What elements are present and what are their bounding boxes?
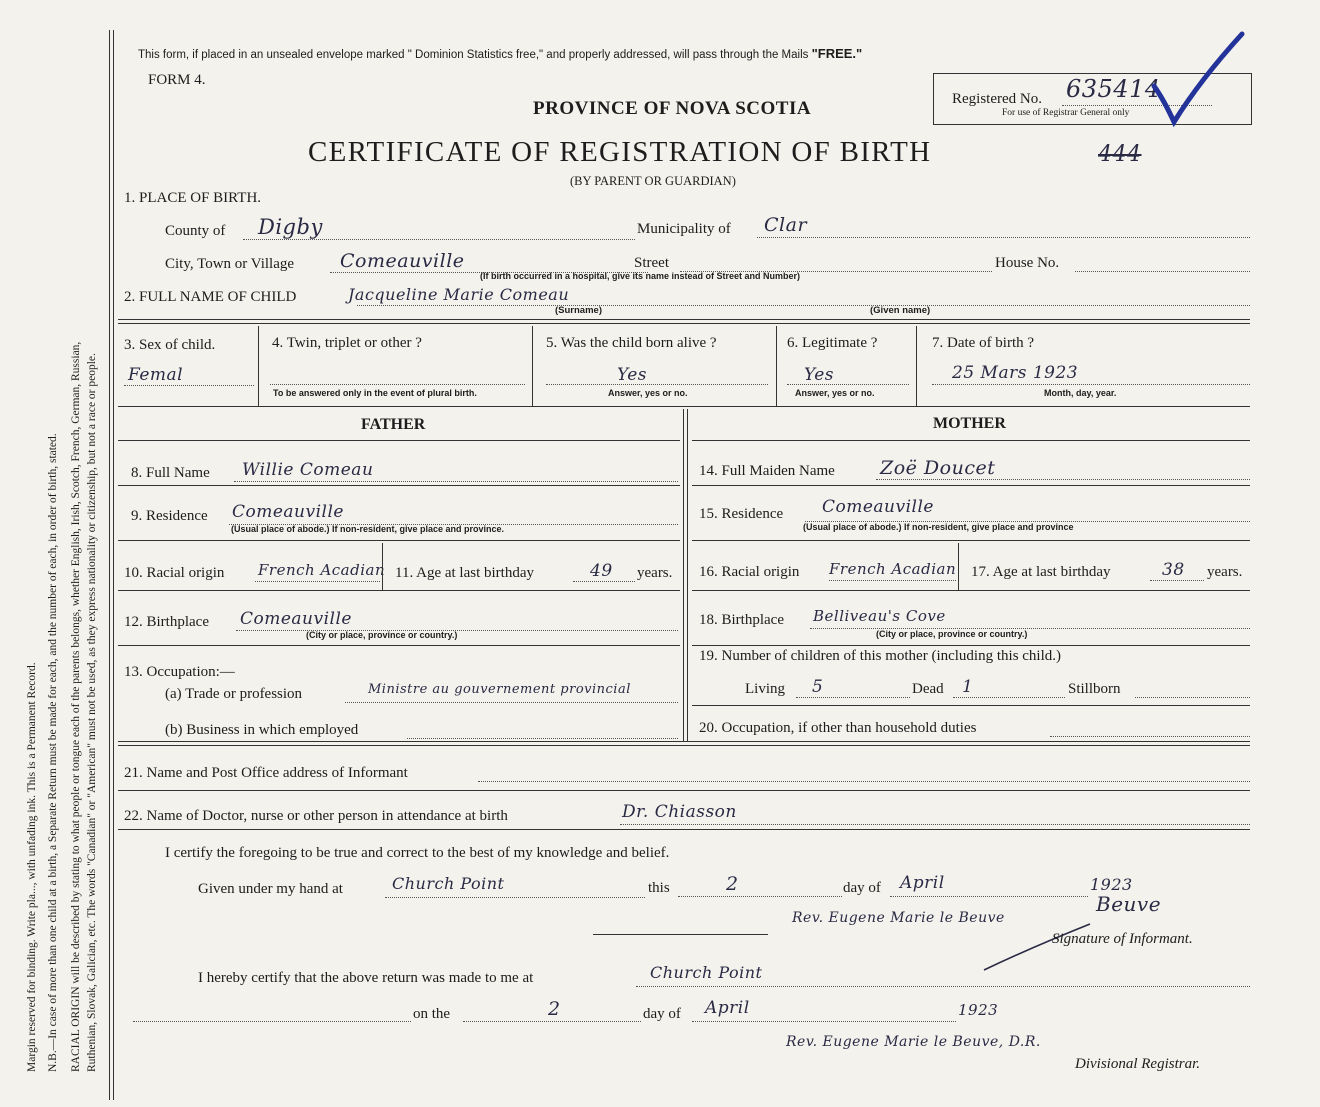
signature-flourish-icon	[980, 918, 1100, 978]
living-label: Living	[745, 681, 785, 697]
informant-signature: Rev. Eugene Marie le Beuve	[792, 910, 1005, 926]
mother-heading: MOTHER	[933, 415, 1006, 432]
living-value: 5	[812, 677, 824, 697]
given-year-value: 1923	[1090, 875, 1133, 894]
postal-note: This form, if placed in an unsealed envelope marked " Dominion Statistics free," and properly addressed, will pass through the Mails "FREE."	[138, 46, 863, 61]
margin-note-racial-origin: RACIAL ORIGIN will be described by stating to what people or tongue each of the parents belongs, whether English, Irish, Scotch, French, German, Russian,	[70, 341, 82, 1072]
sex-value: Femal	[128, 365, 184, 385]
legitimate-note: Answer, yes or no.	[795, 388, 875, 398]
father-residence-note: (Usual place of abode.) If non-resident, give place and province.	[231, 524, 505, 534]
on-year-value: 1923	[958, 1001, 999, 1019]
legitimate-value: Yes	[804, 365, 835, 385]
born-alive-value: Yes	[617, 365, 648, 385]
registrar-signature: Rev. Eugene Marie le Beuve, D.R.	[786, 1034, 1041, 1050]
father-age-label: 11. Age at last birthday	[395, 565, 534, 581]
margin-note-racial-origin-cont: Ruthenian, Slovak, Galician, etc. The words "Canadian" or "American" must not be used, as they express nationality or citizenship, but not a race or people.	[86, 353, 98, 1072]
trade-value: Ministre au gouvernement provincial	[368, 682, 631, 697]
mother-residence-value: Comeauville	[822, 497, 934, 517]
city-value: Comeauville	[340, 250, 465, 272]
twin-note: To be answered only in the event of plural birth.	[273, 388, 477, 398]
hereby-certify-label: I hereby certify that the above return was made to me at	[198, 970, 534, 986]
given-day-value: 2	[726, 873, 739, 895]
father-birthplace-label: 12. Birthplace	[124, 614, 209, 630]
father-birthplace-note: (City or place, province or country.)	[306, 630, 458, 640]
on-day-value: 2	[548, 998, 561, 1020]
born-alive-note: Answer, yes or no.	[608, 388, 688, 398]
hospital-note: (If birth occurred in a hospital, give its name instead of Street and Number)	[480, 271, 801, 281]
mother-birthplace-label: 18. Birthplace	[699, 612, 784, 628]
certificate-title: CERTIFICATE OF REGISTRATION OF BIRTH	[308, 136, 932, 168]
mother-age-label: 17. Age at last birthday	[971, 564, 1111, 580]
hereby-place-value: Church Point	[650, 963, 763, 982]
date-of-birth-value: 25 Mars 1923	[952, 363, 1079, 383]
margin-rule	[113, 30, 114, 1100]
margin-note-multiple-births: N.B.—In case of more than one child at a birth, a Separate Return must be made for each, and the number of each, in order of birth, stated.	[47, 433, 59, 1072]
title-number: 444	[1098, 142, 1142, 167]
municipality-value: Clar	[764, 214, 808, 236]
doctor-value: Dr. Chiasson	[622, 802, 737, 822]
day-of-label: day of	[843, 880, 881, 896]
legitimate-label: 6. Legitimate ?	[787, 335, 878, 351]
father-racial-origin-label: 10. Racial origin	[124, 565, 225, 581]
father-occupation-label: 13. Occupation:—	[124, 664, 235, 680]
mother-name-label: 14. Full Maiden Name	[699, 463, 835, 479]
father-birthplace-value: Comeauville	[240, 609, 352, 629]
date-of-birth-label: 7. Date of birth ?	[932, 335, 1035, 351]
place-of-birth-heading: 1. PLACE OF BIRTH.	[124, 190, 262, 206]
born-alive-label: 5. Was the child born alive ?	[546, 335, 717, 351]
father-age-value: 49	[590, 561, 613, 581]
mother-residence-label: 15. Residence	[699, 506, 784, 522]
father-years-label: years.	[637, 565, 673, 581]
certify-statement: I certify the foregoing to be true and correct to the best of my knowledge and belief.	[165, 845, 670, 861]
mother-name-value: Zoë Doucet	[880, 457, 996, 479]
municipality-label: Municipality of	[637, 221, 731, 237]
stillborn-label: Stillborn	[1068, 681, 1121, 697]
mother-age-value: 38	[1162, 560, 1185, 580]
given-name-note: (Given name)	[870, 305, 931, 316]
county-value: Digby	[258, 215, 323, 239]
mother-racial-origin-label: 16. Racial origin	[699, 564, 800, 580]
registrar-use-note: For use of Registrar General only	[1002, 108, 1130, 118]
father-heading: FATHER	[361, 416, 426, 433]
on-the-label: on the	[413, 1006, 451, 1022]
mother-residence-note: (Usual place of abode.) If non-resident, give place and province	[803, 522, 1074, 532]
doctor-label: 22. Name of Doctor, nurse or other person in attendance at birth	[124, 808, 508, 824]
full-name-label: 2. FULL NAME OF CHILD	[124, 289, 297, 305]
informant-label: 21. Name and Post Office address of Informant	[124, 765, 408, 781]
province-heading: PROVINCE OF NOVA SCOTIA	[533, 98, 812, 119]
certificate-subtitle: (BY PARENT OR GUARDIAN)	[570, 174, 736, 188]
divisional-registrar-label: Divisional Registrar.	[1075, 1056, 1201, 1072]
county-label: County of	[165, 223, 226, 239]
children-count-label: 19. Number of children of this mother (including this child.)	[699, 648, 1062, 664]
given-place-value: Church Point	[392, 874, 505, 893]
dead-value: 1	[962, 677, 974, 697]
informant-signature-label: Signature of Informant.	[1052, 931, 1193, 947]
business-label: (b) Business in which employed	[165, 722, 359, 738]
surname-note: (Surname)	[555, 305, 602, 316]
form-number: FORM 4.	[148, 72, 206, 88]
city-label: City, Town or Village	[165, 256, 295, 272]
given-month-value: April	[900, 873, 945, 893]
mother-occupation-label: 20. Occupation, if other than household duties	[699, 720, 977, 736]
date-of-birth-note: Month, day, year.	[1044, 388, 1117, 398]
mother-birthplace-value: Belliveau's Cove	[813, 607, 946, 625]
full-name-value: Jacqueline Marie Comeau	[348, 285, 570, 304]
on-month-value: April	[705, 998, 750, 1018]
margin-rule	[109, 30, 110, 1100]
given-under-label: Given under my hand at	[198, 881, 343, 897]
father-name-value: Willie Comeau	[242, 460, 374, 480]
dead-label: Dead	[912, 681, 944, 697]
on-day-of-label: day of	[643, 1006, 681, 1022]
informant-signature-extra: Beuve	[1096, 892, 1162, 916]
margin-note-binding: Margin reserved for binding. Write pla..., with unfading ink. This is a Permanent Record.	[26, 662, 38, 1072]
check-mark-icon	[1150, 30, 1250, 130]
mother-racial-origin-value: French Acadian	[829, 560, 957, 578]
father-residence-value: Comeauville	[232, 502, 344, 522]
twin-label: 4. Twin, triplet or other ?	[272, 335, 422, 351]
this-label: this	[648, 880, 670, 896]
mother-birthplace-note: (City or place, province or country.)	[876, 629, 1028, 639]
street-label: Street	[634, 255, 669, 271]
registered-number: 635414	[1066, 75, 1161, 103]
registered-label: Registered No.	[952, 91, 1042, 107]
house-number-label: House No.	[995, 255, 1060, 271]
trade-label: (a) Trade or profession	[165, 686, 303, 702]
father-residence-label: 9. Residence	[131, 508, 208, 524]
father-name-label: 8. Full Name	[131, 465, 210, 481]
mother-years-label: years.	[1207, 564, 1243, 580]
sex-label: 3. Sex of child.	[124, 337, 216, 353]
father-racial-origin-value: French Acadian	[258, 561, 386, 579]
